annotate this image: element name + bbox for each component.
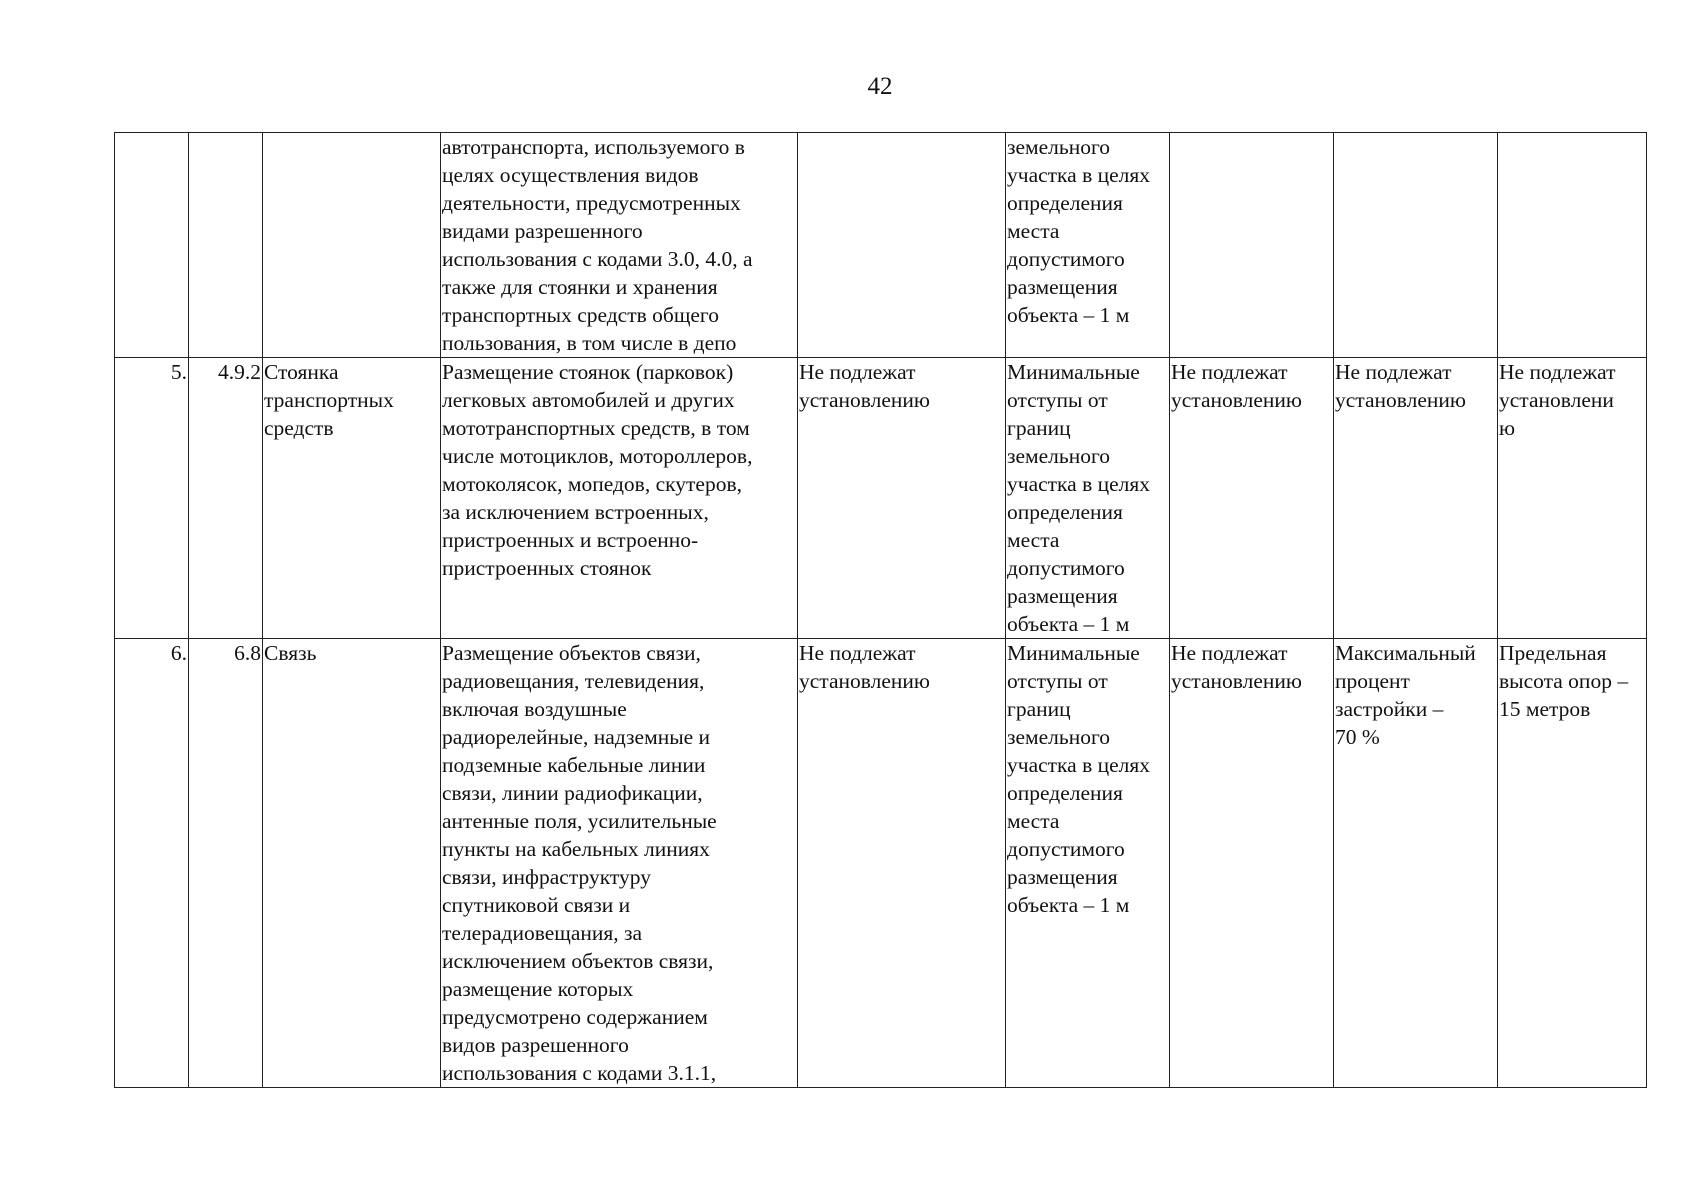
- cell-row-number: 6.: [115, 639, 189, 1088]
- table-row-communication: [115, 639, 1647, 1088]
- table-row-parking: [115, 358, 1647, 639]
- cell-use-name: Связь: [263, 639, 441, 1088]
- cell-col7: [1170, 133, 1334, 358]
- cell-col5: [798, 133, 1006, 358]
- cell-col8: Не подлежат установлению: [1334, 358, 1498, 639]
- cell-col8: Максимальный процент застройки – 70 %: [1334, 639, 1498, 1088]
- cell-col7: Не подлежат установлению: [1170, 639, 1334, 1088]
- cell-setbacks: Минимальные отступы от границ земельного участка в целях определения места допустимого размещения объекта – 1 м: [1006, 639, 1170, 1088]
- cell-row-number: [115, 133, 189, 358]
- cell-col7: Не подлежат установлению: [1170, 358, 1334, 639]
- cell-use-description: Размещение стоянок (парковок) легковых автомобилей и других мототранспортных средств, в том числе мотоциклов, мотороллеров, мотоколясок, мопедов, скутеров, за исключением встроенных, пристроенных и встроенно- пристроенных стоянок: [441, 358, 798, 639]
- cell-setbacks: Минимальные отступы от границ земельного участка в целях определения места допустимого размещения объекта – 1 м: [1006, 358, 1170, 639]
- cell-col5: Не подлежат установлению: [798, 358, 1006, 639]
- cell-use-code: [189, 133, 263, 358]
- land-use-table: [114, 132, 1647, 1088]
- cell-row-number: 5.: [115, 358, 189, 639]
- cell-use-name: [263, 133, 441, 358]
- cell-col8: [1334, 133, 1498, 358]
- cell-use-name: Стоянка транспортных средств: [263, 358, 441, 639]
- cell-col9: Предельная высота опор – 15 метров: [1498, 639, 1647, 1088]
- cell-use-code: 4.9.2: [189, 358, 263, 639]
- cell-setbacks: земельного участка в целях определения места допустимого размещения объекта – 1 м: [1006, 133, 1170, 358]
- cell-use-description: автотранспорта, используемого в целях осуществления видов деятельности, предусмотренных видами разрешенного использования с кодами 3.0, 4.0, а также для стоянки и хранения транспортных средств общего пользования, в том числе в депо: [441, 133, 798, 358]
- cell-col5: Не подлежат установлению: [798, 639, 1006, 1088]
- page-number: 42: [867, 73, 893, 100]
- cell-col9: Не подлежат установлени ю: [1498, 358, 1647, 639]
- table-row-continuation: [115, 133, 1647, 358]
- cell-use-description: Размещение объектов связи, радиовещания, телевидения, включая воздушные радиорелейные, надземные и подземные кабельные линии связи, линии радиофикации, антенные поля, усилительные пункты на кабельных линиях связи, инфраструктуру спутниковой связи и телерадиовещания, за исключением объектов связи, размещение которых предусмотрено содержанием видов разрешенного использования с кодами 3.1.1,: [441, 639, 798, 1088]
- cell-use-code: 6.8: [189, 639, 263, 1088]
- cell-col9: [1498, 133, 1647, 358]
